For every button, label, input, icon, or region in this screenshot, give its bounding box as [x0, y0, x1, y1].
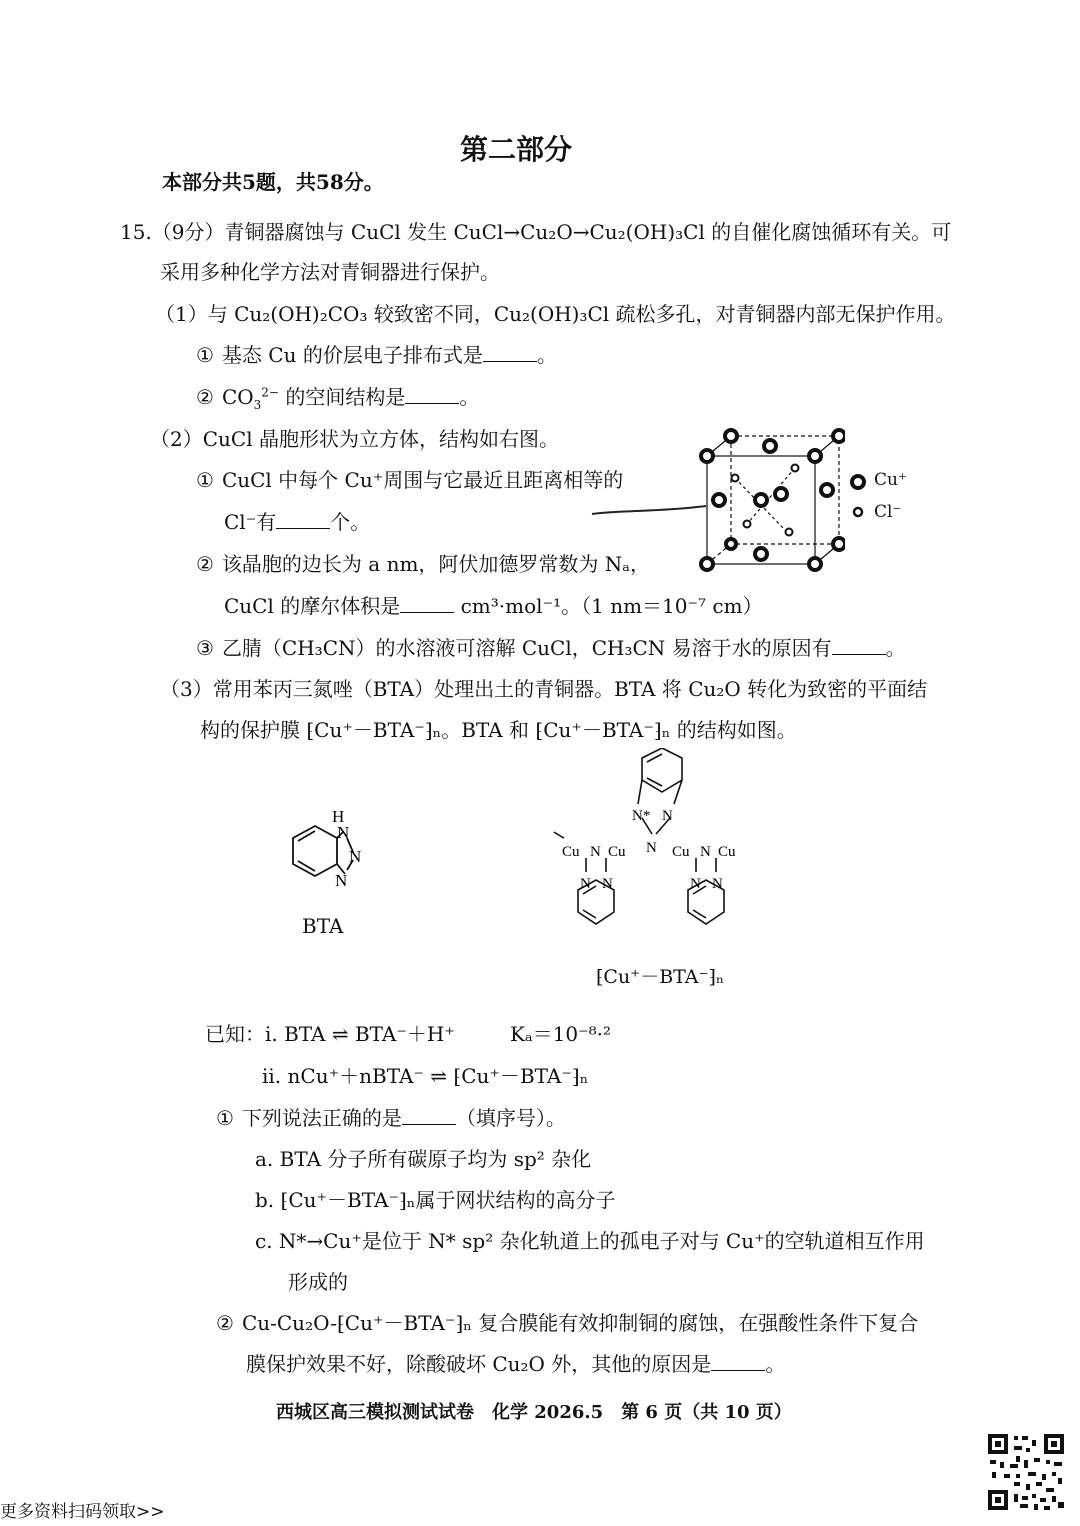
cucl-unit-cell-figure — [695, 428, 845, 578]
part2-q2-pre: CuCl 的摩尔体积是 — [224, 594, 401, 618]
part2-q1-line1 — [196, 466, 623, 494]
part3-q2-num: ② — [216, 1311, 234, 1335]
bta-structure — [265, 808, 375, 898]
poly-n-4: N — [580, 876, 591, 892]
poly-cu-2: Cu — [608, 844, 626, 860]
part3-q1-num: ① — [216, 1106, 234, 1130]
answer-blank[interactable] — [402, 1106, 456, 1125]
option-c-line2: 形成的 — [288, 1270, 348, 1294]
part2-q2-text: 该晶胞的边长为 a nm，阿伏加德罗常数为 Nₐ， — [221, 552, 650, 576]
part2-q2-line1 — [196, 550, 650, 578]
answer-blank[interactable] — [832, 636, 886, 655]
poly-n-7: N — [690, 876, 701, 892]
option-a: a. BTA 分子所有碳原子均为 sp² 杂化 — [255, 1147, 592, 1171]
legend-cl-marker — [850, 504, 866, 520]
part2-q1-num: ① — [196, 468, 214, 492]
q15-stem-line2: 采用多种化学方法对青铜器进行保护。 — [160, 260, 500, 284]
part2-q1-post: 个。 — [330, 510, 371, 534]
known-label: 已知： — [205, 1022, 265, 1046]
bta-n1: N — [337, 823, 350, 842]
ka-value: Kₐ＝10⁻⁸·² — [510, 1022, 612, 1046]
part1-q2-num: ② — [196, 385, 214, 409]
bta-h: H — [332, 808, 345, 826]
known-ii: ii. nCu⁺＋nBTA⁻ ⇌ ⁅Cu⁺－BTA⁻⁆ₙ — [262, 1064, 589, 1088]
bta-n3: N — [335, 871, 348, 890]
part2-stem: （2）CuCl 晶胞形状为立方体，结构如右图。 — [150, 427, 559, 451]
poly-nstar-1: N* — [632, 808, 651, 824]
polymer-label: ⁅Cu⁺－BTA⁻⁆ₙ — [596, 966, 725, 988]
part2-q2-line2 — [224, 592, 763, 620]
answer-blank[interactable] — [711, 1352, 765, 1371]
part1-q2: ② $CO_3^{2-}$ 的空间结构是 。 — [196, 385, 480, 412]
poly-n-5: N — [602, 876, 613, 892]
more-resources-link[interactable]: 更多资料扫码领取>> — [0, 1502, 165, 1522]
answer-blank[interactable] — [405, 385, 459, 404]
section-note: 本部分共5题，共58分。 — [162, 170, 384, 194]
bta-label: BTA — [302, 914, 344, 938]
poly-cu-3: Cu — [672, 844, 690, 860]
option-b: b. ⁅Cu⁺－BTA⁻⁆ₙ属于网状结构的高分子 — [255, 1188, 616, 1212]
pen-stroke — [590, 500, 710, 520]
cu-bta-polymer-structure — [550, 748, 750, 958]
answer-blank[interactable] — [400, 594, 454, 613]
part2-q2-num: ② — [196, 552, 214, 576]
part3-q2-line1 — [216, 1309, 918, 1337]
part1-q2-text: 的空间结构是 — [285, 385, 406, 409]
part2-q1-pre: Cl⁻有 — [224, 510, 277, 534]
part1-stem: （1）与 Cu₂(OH)₂CO₃ 较致密不同，Cu₂(OH)₃Cl 疏松多孔，对青铜器内部无保护作用。 — [155, 302, 956, 326]
part1-q1-num: ① — [196, 343, 214, 367]
part3-q2-text: Cu-Cu₂O-⁅Cu⁺－BTA⁻⁆ₙ 复合膜能有效抑制铜的腐蚀，在强酸性条件下复合 — [241, 1311, 919, 1335]
poly-n-8: N — [712, 876, 723, 892]
part3-q1-text: 下列说法正确的是 — [241, 1106, 402, 1130]
carbonate-formula: $CO_3^{2-}$ — [221, 385, 279, 412]
legend-cu-marker — [848, 472, 868, 492]
qr-code-icon[interactable] — [986, 1432, 1066, 1512]
part3-q2-line2: 膜保护效果不好，除酸破坏 Cu₂O 外，其他的原因是 。 — [246, 1352, 786, 1376]
section-title: 第二部分 — [460, 133, 573, 166]
part2-q1-text: CuCl 中每个 Cu⁺周围与它最近且距离相等的 — [221, 468, 624, 492]
part2-q1-line2 — [224, 508, 370, 536]
legend-cu-label: Cu⁺ — [874, 470, 907, 490]
cu-ions — [701, 430, 845, 570]
part3-q1: ① 下列说法正确的是 （填序号）。 — [216, 1106, 566, 1130]
poly-n-6: N — [700, 844, 711, 860]
poly-cu-4: Cu — [718, 844, 736, 860]
q15-stem-line1: 15.（9分）青铜器腐蚀与 CuCl 发生 CuCl→Cu₂O→Cu₂(OH)₃Cl 的自催化腐蚀循环有关。可 — [120, 220, 952, 244]
part1-q1-text: 基态 Cu 的价层电子排布式是 — [221, 343, 483, 367]
part2-q3-text: 乙腈（CH₃CN）的水溶液可溶解 CuCl，CH₃CN 易溶于水的原因有 — [221, 636, 832, 660]
part3-stem-line2: 构的保护膜 ⁅Cu⁺－BTA⁻⁆ₙ。BTA 和 ⁅Cu⁺－BTA⁻⁆ₙ 的结构如图。 — [200, 718, 797, 742]
part2-q3: ③ 乙腈（CH₃CN）的水溶液可溶解 CuCl，CH₃CN 易溶于水的原因有 。 — [196, 636, 906, 660]
legend-cl-label: Cl⁻ — [874, 502, 902, 522]
answer-blank[interactable] — [276, 510, 330, 529]
poly-n-3: N — [590, 844, 601, 860]
part3-q2-pre: 膜保护效果不好，除酸破坏 Cu₂O 外，其他的原因是 — [246, 1352, 712, 1376]
option-c-line1: c. N*→Cu⁺是位于 N* sp² 杂化轨道上的孤电子对与 Cu⁺的空轨道相互作用 — [255, 1229, 925, 1253]
page-footer: 西城区高三模拟测试试卷 化学 2026.5 第 6 页（共 10 页） — [276, 1402, 792, 1423]
answer-blank[interactable] — [483, 343, 537, 362]
bta-n2: N — [349, 847, 362, 866]
poly-n-2: N — [646, 840, 657, 856]
equilibrium-i: i. BTA ⇌ BTA⁻＋H⁺ — [265, 1022, 455, 1046]
poly-n-1: N — [662, 808, 673, 824]
part1-q1: ① 基态 Cu 的价层电子排布式是 。 — [196, 343, 557, 367]
part3-stem-line1: （3）常用苯丙三氮唑（BTA）处理出土的青铜器。BTA 将 Cu₂O 转化为致密的平面结 — [160, 677, 928, 701]
part2-q3-num: ③ — [196, 636, 214, 660]
known-i — [205, 1020, 455, 1048]
part2-q2-post: cm³·mol⁻¹。（1 nm＝10⁻⁷ cm） — [460, 594, 763, 618]
poly-cu-1: Cu — [562, 844, 580, 860]
